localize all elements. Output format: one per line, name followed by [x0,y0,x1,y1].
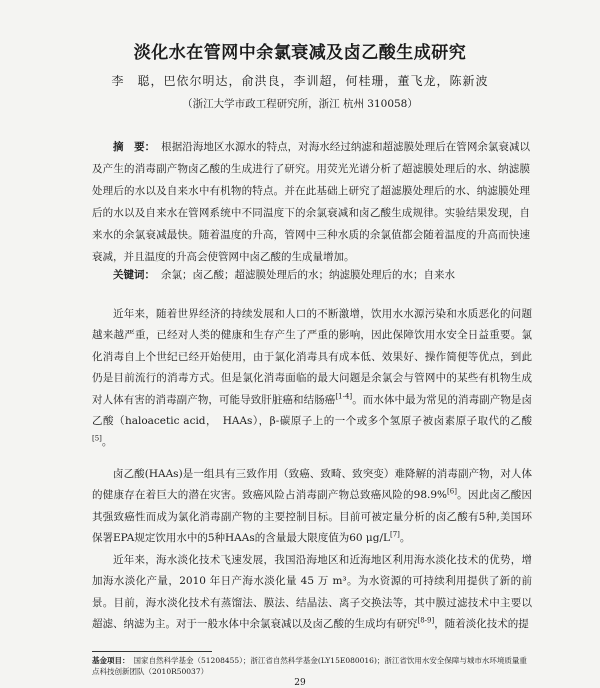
abstract-text: 根据沿海地区水源水的特点，对海水经过纳滤和超滤膜处理后在管网余氯衰减以及产生的消毒副产物卤乙酸的生成进行了研究。用荧光光谱分析了超滤膜处理后的水、纳滤膜处理后的水以及自来水中有机物的特点。并在此基础上研究了超滤膜处理后的水、纳滤膜处理后的水以及自来水在管网系统中不同温度下的余氯衰减和卤乙酸生成规律。实验结果发现，自来水的余氯衰减最快。随着温度的升高，管网中三种水质的余氯值都会随着温度的升高而快速衰减，并且温度的升高会使管网中卤乙酸的生成量增加。 [92,141,531,263]
funding-footnote [92,655,532,677]
citation: [8-9] [417,616,435,625]
p1-text-b: 。而水体中最为常见的消毒副产物是卤乙酸（haloacetic acid， HAAs），β-碳原子上的一个或多个氢原子被卤素原子取代的乙酸 [92,393,533,428]
p3-text-a: 近年来，海水淡化技术飞速发展，我国沿海地区和近海地区利用海水淡化技术的优势，增加海水淡化产量，2010 年日产海水淡化量 45 万 m³。为水资源的可持续利用提供了新的前景。目前，海水淡化技术有蒸馏法、膜法、结晶法、离子交换法等，其中膜过滤技术中主要以超滤、纳滤为主。对于一般水体中余氯衰减以及卤乙酸的生成均有研究 [92,554,532,631]
citation: [6] [447,487,457,496]
affiliation: （浙江大学市政工程研究所，浙江 杭州 310058） [182,98,418,110]
citation: [7] [390,530,400,539]
keywords [92,266,530,284]
keywords-text: 余氯；卤乙酸；超滤膜处理后的水；纳滤膜处理后的水；自来水 [161,269,455,281]
p1-text-c: 。 [101,436,113,449]
body-paragraph-2 [92,464,532,550]
page-number: 29 [294,678,306,688]
footnote-text: 国家自然科学基金（51208455）；浙江省自然科学基金(LY15E080016)；浙江省饮用水安全保障与城市水环境质量重点科技创新团队（2010R50037） [92,656,527,676]
citation: [5] [92,434,102,443]
author-list: 李 聪，巴依尔明达，俞洪良，李训超，何桂珊，董飞龙，陈新波 [111,74,489,88]
p1-text-a: 近年来，随着世界经济的持续发展和人口的不断激增，饮用水水源污染和水质恶化的问题越来越严重，已经对人类的健康和生存产生了严重的影响，因此保障饮用水安全日益重要。氯化消毒自上个世纪已经开始使用，由于氯化消毒具有成本低、效果好、操作简便等优点，到此仍是目前流行的消毒方式。但是氯化消毒面临的最大问题是余氯会与管网中的某些有机物生成对人体有害的消毒副产物，可能导致肝脏癌和结肠癌 [92,308,532,406]
p2-text-a: 卤乙酸(HAAs)是一组具有三致作用（致癌、致畸、致突变）难降解的消毒副产物，对人体的健康存在着巨大的潜在灾害。致癌风险占消毒副产物总致癌风险的98.9% [92,468,532,502]
body-paragraph-1 [92,304,532,454]
footnote-rule [92,651,212,652]
abstract [92,136,530,268]
abstract-label: 摘 要： [113,141,156,153]
p2-text-c: 。 [399,532,411,545]
citation: [1-4] [335,392,353,401]
paper-title: 淡化水在管网中余氯衰减及卤乙酸生成研究 [133,43,467,63]
footnote-label: 基金项目： [92,656,130,665]
body-paragraph-3 [92,550,532,636]
keywords-label: 关键词： [113,269,155,281]
p2-text-b: 。因此卤乙酸因其强致癌性而成为氯化消毒副产物的主要控制目标。目前可被定量分析的卤乙酸有5种,美国环保署EPA规定饮用水中的5种HAAs的含量最大限度值为60 μg/L [92,489,533,545]
p3-text-b: ，随着淡化技术的提 [434,618,529,631]
